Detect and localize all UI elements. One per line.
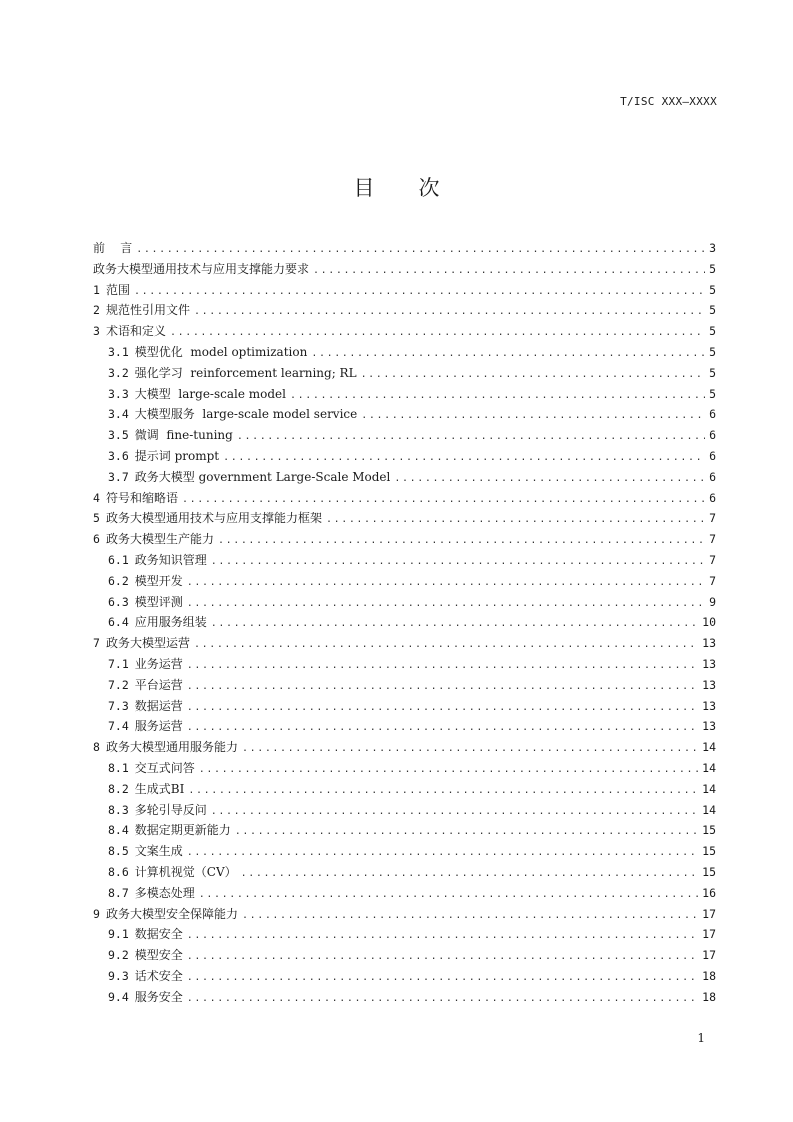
toc-dot-leader [361, 406, 705, 427]
toc-entry[interactable] [93, 508, 716, 529]
toc-entry[interactable] [93, 238, 716, 259]
toc-dot-leader [187, 698, 698, 719]
toc-entry-page: 5 [709, 386, 716, 401]
toc-dot-leader [170, 323, 705, 344]
toc-entry-number: 6.3 [108, 594, 129, 609]
toc-entry-page: 16 [702, 885, 716, 900]
toc-entry[interactable] [93, 924, 716, 945]
toc-entry[interactable] [93, 758, 716, 779]
toc-dot-leader [326, 510, 705, 531]
toc-entry-number: 8.2 [108, 781, 129, 796]
toc-dot-leader [188, 781, 698, 802]
toc-dot-leader [194, 635, 698, 656]
toc-entry[interactable] [93, 571, 716, 592]
toc-dot-leader [187, 968, 698, 989]
toc-entry-page: 5 [709, 282, 716, 297]
toc-entry-number: 8.1 [108, 760, 129, 775]
toc-entry[interactable] [93, 259, 716, 280]
toc-entry[interactable] [93, 633, 716, 654]
toc-entry-title: 强化学习 reinforcement learning; RL [134, 365, 357, 380]
toc-title-char-1: 目 [353, 176, 375, 200]
toc-entry-title: 大模型 large-scale model [134, 386, 286, 401]
toc-entry-number: 8.7 [108, 885, 129, 900]
toc-entry[interactable] [93, 300, 716, 321]
toc-entry[interactable] [93, 841, 716, 862]
toc-entry-page: 7 [709, 573, 716, 588]
toc-dot-leader [223, 448, 705, 469]
toc-dot-leader [187, 926, 698, 947]
toc-entry-number: 6.1 [108, 552, 129, 567]
toc-entry-title: 前 言 [93, 241, 133, 255]
toc-entry-title: 文案生成 [134, 844, 183, 859]
toc-entry-number: 6 [93, 532, 100, 547]
toc-entry-page: 13 [702, 698, 716, 713]
toc-entry-title: 政务大模型安全保障能力 [105, 906, 238, 921]
toc-entry-title: 数据运营 [134, 698, 183, 713]
toc-entry-page: 3 [709, 241, 716, 255]
toc-entry-page: 7 [709, 511, 716, 526]
toc-entry-page: 6 [709, 490, 716, 505]
toc-entry-title: 应用服务组装 [134, 615, 207, 630]
toc-entry-title: 服务运营 [134, 719, 183, 734]
toc-entry-number: 9 [93, 906, 100, 921]
toc-entry-title: 生成式BI [134, 781, 185, 796]
toc-entry[interactable] [93, 592, 716, 613]
toc-entry-title: 模型安全 [134, 948, 183, 963]
toc-entry[interactable] [93, 404, 716, 425]
toc-entry-number: 3.2 [108, 365, 129, 380]
toc-dot-leader [182, 490, 705, 511]
toc-entry-title: 范围 [105, 282, 130, 297]
toc-entry[interactable] [93, 363, 716, 384]
toc-entry-page: 13 [702, 719, 716, 734]
toc-entry-page: 14 [702, 760, 716, 775]
toc-entry-number: 8.3 [108, 802, 129, 817]
toc-entry-page: 17 [702, 948, 716, 963]
toc-entry-page: 5 [709, 365, 716, 380]
toc-dot-leader [199, 760, 698, 781]
toc-entry-page: 5 [709, 303, 716, 318]
toc-entry-number: 3.5 [108, 428, 129, 443]
toc-entry-page: 14 [702, 802, 716, 817]
toc-entry-number: 9.2 [108, 948, 129, 963]
toc-entry-page: 5 [709, 324, 716, 339]
toc-entry-page: 6 [709, 469, 716, 484]
toc-entry-page: 15 [702, 864, 716, 879]
toc-entry-number: 3.7 [108, 469, 129, 484]
toc-dot-leader [187, 718, 698, 739]
toc-dot-leader [242, 739, 698, 760]
toc-entry-page: 14 [702, 781, 716, 796]
toc-entry-page: 5 [709, 344, 716, 359]
toc-entry-number: 7.1 [108, 656, 129, 671]
toc-entry-number: 7 [93, 636, 100, 651]
toc-entry-title: 规范性引用文件 [105, 303, 190, 318]
toc-entry-title: 符号和缩略语 [105, 490, 178, 505]
toc-entry[interactable] [93, 945, 716, 966]
toc-entry[interactable] [93, 696, 716, 717]
toc-entry[interactable] [93, 716, 716, 737]
toc-entry-page: 7 [709, 532, 716, 547]
toc-entry[interactable] [93, 488, 716, 509]
toc-entry-title: 服务安全 [134, 989, 183, 1004]
toc-dot-leader [235, 822, 698, 843]
toc-entry-title: 政务知识管理 [134, 552, 207, 567]
toc-entry-title: 业务运营 [134, 656, 183, 671]
toc-entry-title: 政务大模型运营 [105, 636, 190, 651]
toc-dot-leader [311, 344, 705, 365]
toc-entry-page: 13 [702, 677, 716, 692]
toc-entry[interactable] [93, 446, 716, 467]
toc-entry[interactable] [93, 384, 716, 405]
toc-entry-number: 7.3 [108, 698, 129, 713]
toc-entry-page: 15 [702, 823, 716, 838]
toc-entry-title: 政务大模型生产能力 [105, 532, 214, 547]
toc-entry-title: 模型评测 [134, 594, 183, 609]
toc-title [0, 172, 793, 202]
toc-entry-title: 多模态处理 [134, 885, 195, 900]
toc-entry[interactable] [93, 612, 716, 633]
document-code: T/ISC XXX—XXXX [620, 95, 717, 108]
toc-entry-number: 2 [93, 303, 100, 318]
toc-entry-page: 10 [702, 615, 716, 630]
toc-entry-page: 18 [702, 989, 716, 1004]
toc-dot-leader [187, 843, 698, 864]
toc-entry-title: 术语和定义 [105, 324, 166, 339]
toc-entry[interactable] [93, 987, 716, 1008]
toc-entry-title: 政务大模型通用服务能力 [105, 740, 238, 755]
toc-entry-number: 8 [93, 740, 100, 755]
toc-entry[interactable] [93, 862, 716, 883]
toc-entry-page: 13 [702, 636, 716, 651]
toc-entry[interactable] [93, 737, 716, 758]
toc-entry-number: 5 [93, 511, 100, 526]
toc-list [93, 238, 716, 1007]
toc-entry[interactable] [93, 966, 716, 987]
toc-dot-leader [187, 677, 698, 698]
toc-entry[interactable] [93, 820, 716, 841]
toc-entry-page: 6 [709, 428, 716, 443]
toc-entry-number: 8.6 [108, 864, 129, 879]
toc-entry-page: 6 [709, 407, 716, 422]
toc-dot-leader [136, 240, 705, 261]
toc-entry-page: 13 [702, 656, 716, 671]
toc-entry-page: 17 [702, 927, 716, 942]
toc-dot-leader [211, 552, 705, 573]
toc-title-char-2: 次 [418, 176, 440, 200]
toc-entry-number: 6.4 [108, 615, 129, 630]
toc-dot-leader [237, 427, 705, 448]
toc-entry-number: 3 [93, 324, 100, 339]
toc-entry[interactable] [93, 529, 716, 550]
toc-dot-leader [187, 989, 698, 1010]
toc-entry[interactable] [93, 675, 716, 696]
toc-entry-number: 9.1 [108, 927, 129, 942]
toc-entry[interactable] [93, 342, 716, 363]
toc-entry-page: 5 [709, 261, 716, 276]
toc-dot-leader [187, 573, 705, 594]
toc-entry-title: 政务大模型通用技术与应用支撑能力框架 [105, 511, 322, 526]
toc-entry[interactable] [93, 467, 716, 488]
toc-dot-leader [242, 906, 698, 927]
toc-dot-leader [199, 885, 698, 906]
toc-entry-number: 7.4 [108, 719, 129, 734]
toc-entry-number: 8.5 [108, 844, 129, 859]
toc-entry[interactable] [93, 321, 716, 342]
toc-entry-title: 政务大模型 government Large-Scale Model [134, 469, 391, 484]
toc-entry-number: 9.4 [108, 989, 129, 1004]
toc-entry-title: 提示词 prompt [134, 448, 220, 463]
toc-entry-page: 15 [702, 844, 716, 859]
toc-entry-title: 多轮引导反问 [134, 802, 207, 817]
toc-entry[interactable] [93, 280, 716, 301]
toc-dot-leader [211, 614, 698, 635]
toc-entry-title: 微调 fine-tuning [134, 428, 233, 443]
toc-entry-number: 3.1 [108, 344, 129, 359]
toc-dot-leader [241, 864, 699, 885]
toc-entry-title: 平台运营 [134, 677, 183, 692]
toc-entry-title: 交互式问答 [134, 760, 195, 775]
toc-entry-page: 6 [709, 448, 716, 463]
toc-entry[interactable] [93, 654, 716, 675]
toc-entry-number: 8.4 [108, 823, 129, 838]
toc-dot-leader [194, 302, 705, 323]
toc-dot-leader [313, 261, 705, 282]
toc-entry-page: 7 [709, 552, 716, 567]
toc-dot-leader [361, 365, 706, 386]
toc-dot-leader [211, 802, 698, 823]
toc-entry-page: 9 [709, 594, 716, 609]
toc-dot-leader [218, 531, 705, 552]
toc-dot-leader [394, 469, 705, 490]
toc-entry-number: 3.3 [108, 386, 129, 401]
toc-dot-leader [187, 594, 705, 615]
toc-dot-leader [187, 947, 698, 968]
toc-entry-number: 1 [93, 282, 100, 297]
toc-entry-number: 3.6 [108, 448, 129, 463]
toc-dot-leader [134, 282, 705, 303]
toc-entry-number: 3.4 [108, 407, 129, 422]
toc-entry-title: 模型开发 [134, 573, 183, 588]
toc-entry-page: 18 [702, 968, 716, 983]
toc-entry-page: 17 [702, 906, 716, 921]
toc-entry[interactable] [93, 904, 716, 925]
page-number: 1 [697, 1031, 705, 1045]
toc-entry-page: 14 [702, 740, 716, 755]
toc-entry-number: 7.2 [108, 677, 129, 692]
toc-entry-number: 6.2 [108, 573, 129, 588]
toc-entry[interactable] [93, 779, 716, 800]
toc-entry[interactable] [93, 425, 716, 446]
toc-dot-leader [290, 386, 705, 407]
toc-entry-title: 话术安全 [134, 968, 183, 983]
toc-dot-leader [187, 656, 698, 677]
toc-entry-number: 9.3 [108, 968, 129, 983]
toc-entry[interactable] [93, 800, 716, 821]
toc-entry-title: 模型优化 model optimization [134, 344, 308, 359]
toc-entry-number: 4 [93, 490, 100, 505]
toc-entry-title: 政务大模型通用技术与应用支撑能力要求 [93, 261, 310, 276]
toc-entry-title: 数据安全 [134, 927, 183, 942]
toc-entry-title: 大模型服务 large-scale model service [134, 407, 358, 422]
toc-entry[interactable] [93, 550, 716, 571]
toc-entry-title: 数据定期更新能力 [134, 823, 231, 838]
toc-entry-title: 计算机视觉（CV） [134, 864, 237, 879]
toc-entry[interactable] [93, 883, 716, 904]
